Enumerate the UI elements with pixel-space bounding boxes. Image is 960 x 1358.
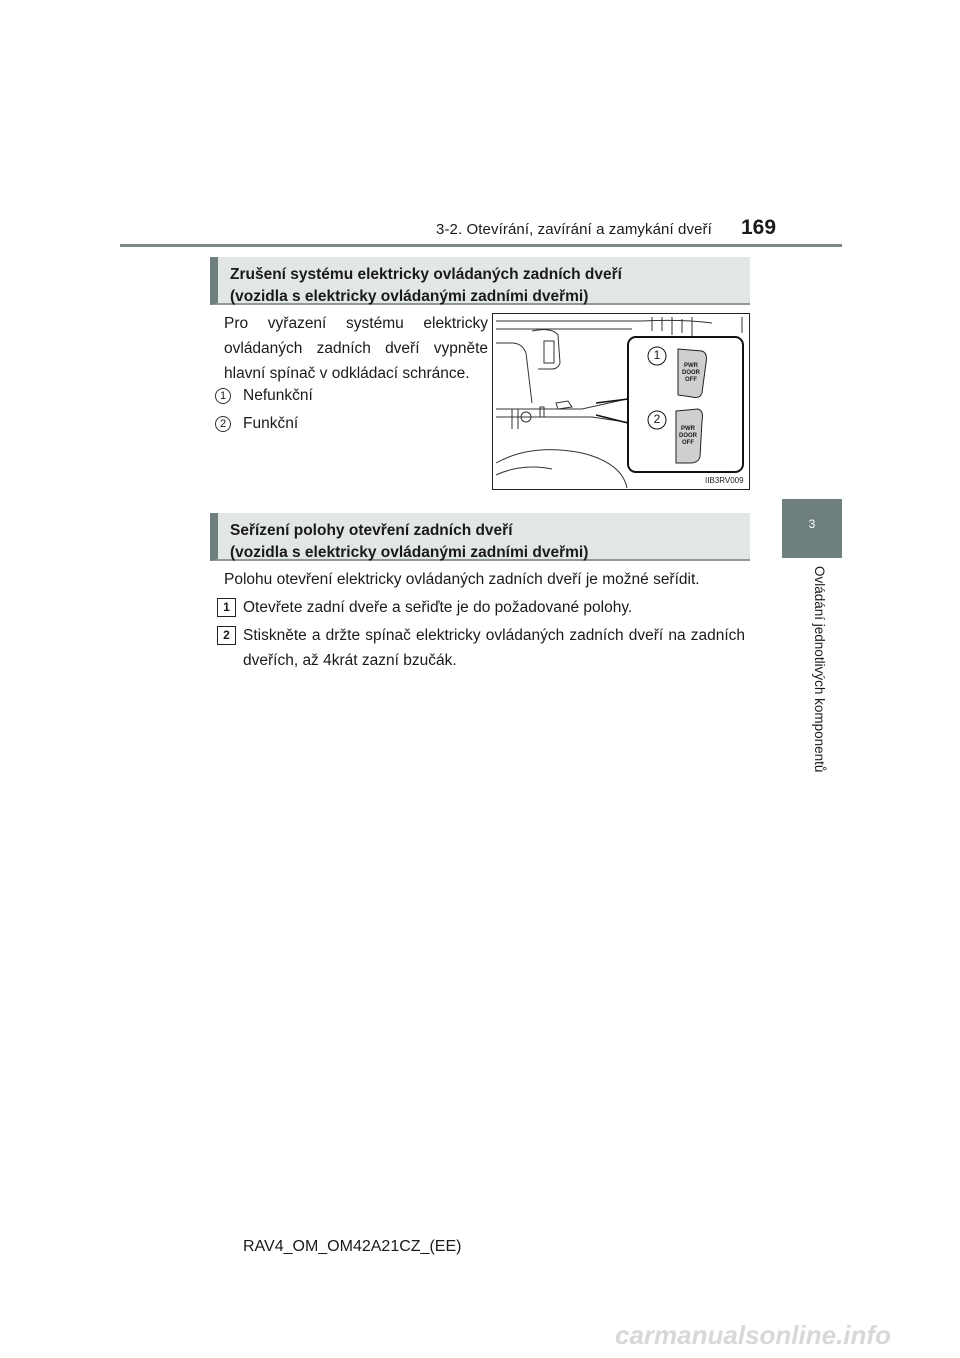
item-text-functional: Funkční xyxy=(243,415,299,432)
switch-label-text: OFF xyxy=(682,440,694,446)
chapter-title: Ovládání jednotlivých komponentů xyxy=(812,566,827,773)
step-text-2: Stiskněte a držte spínač elektricky ovládaných zadních dveří na zadních dveřích, až 4krát zazní bzučák. xyxy=(243,627,745,669)
illustration-svg xyxy=(492,313,750,490)
watermark: carmanualsonline.info xyxy=(615,1320,891,1350)
item-number-2: 2 xyxy=(215,416,231,432)
section-heading-adjust-opening xyxy=(210,513,750,561)
chapter-number: 3 xyxy=(808,517,816,531)
switch-label-text: DOOR xyxy=(682,370,700,376)
glovebox-switch-illustration xyxy=(492,313,750,490)
page-number: 169 xyxy=(741,216,777,239)
chapter-tab xyxy=(782,499,842,558)
step-number-1: 1 xyxy=(217,598,236,617)
section-heading-line: Zrušení systému elektricky ovládaných zadních dveří xyxy=(230,266,622,283)
section1-paragraph: Pro vyřazení systému elektricky ovládaných zadních dveří vypněte hlavní spínač v odkládací schránce. xyxy=(224,315,488,382)
document-code: RAV4_OM_OM42A21CZ_(EE) xyxy=(243,1238,462,1255)
switch-label-text: OFF xyxy=(685,377,697,383)
section-heading-disable-power-door xyxy=(210,257,750,305)
illustration-callout-1: 1 xyxy=(653,348,661,362)
switch-label-text: DOOR xyxy=(679,433,697,439)
header-divider xyxy=(120,244,842,247)
item-number-1: 1 xyxy=(215,388,231,404)
section-heading-line: (vozidla s elektricky ovládanými zadními dveřmi) xyxy=(230,288,589,305)
step-text-1: Otevřete zadní dveře a seřiďte je do požadované polohy. xyxy=(243,599,633,616)
item-text-nonfunctional: Nefunkční xyxy=(243,387,313,404)
section-heading-line: (vozidla s elektricky ovládanými zadními dveřmi) xyxy=(230,544,589,561)
switch-label-upper xyxy=(682,363,700,384)
illustration-code: IIB3RV009 xyxy=(705,476,744,485)
switch-label-lower xyxy=(679,426,697,447)
section2-paragraph: Polohu otevření elektricky ovládaných zadních dveří je možné seřídit. xyxy=(224,571,700,588)
switch-label-text: PWR xyxy=(684,363,698,369)
illustration-callout-2: 2 xyxy=(653,412,661,426)
section-heading-line: Seřízení polohy otevření zadních dveří xyxy=(230,522,513,539)
switch-label-text: PWR xyxy=(681,426,695,432)
step-number-2: 2 xyxy=(217,626,236,645)
running-header-title: 3-2. Otevírání, zavírání a zamykání dveří xyxy=(436,221,712,238)
